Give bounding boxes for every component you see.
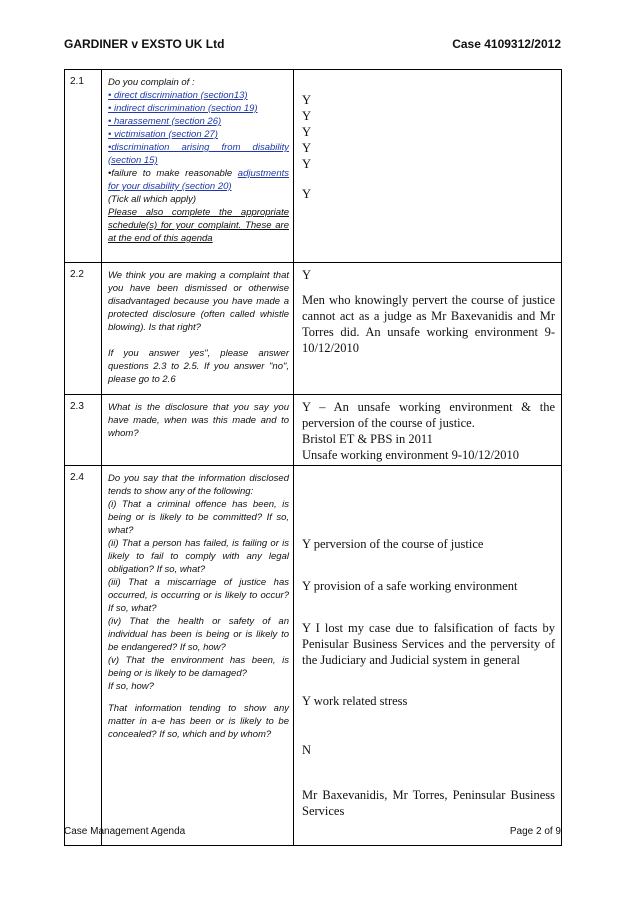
answer-cell — [294, 70, 562, 263]
answer-venue: Bristol ET & PBS in 2011 — [302, 432, 433, 446]
header-title: GARDINER v EXSTO UK Ltd — [64, 37, 225, 51]
tick-instruction: (Tick all which apply) — [108, 194, 197, 205]
answer-cell — [294, 395, 562, 466]
option-failure-adjustments — [108, 167, 289, 193]
question-intro: Do you say that the information disclosed tends to show any of the following: — [108, 473, 289, 497]
answer-i: Y perversion of the course of justice — [302, 537, 484, 551]
question-v: (v) That the environment has been, is being or is likely to be damaged? — [108, 655, 289, 679]
row-number: 2.3 — [65, 395, 102, 466]
footer-title: Case Management Agenda — [64, 826, 186, 837]
answer-final: Mr Baxevanidis, Mr Torres, Peninsular Business Services — [302, 788, 555, 818]
question-v-how: If so, how? — [108, 681, 154, 692]
answer-victimisation: Y — [302, 141, 312, 155]
question-ii: (ii) That a person has failed, is failing or is likely to fail to comply with any legal obligation? If so, what? — [108, 538, 289, 575]
row-number: 2.4 — [65, 466, 102, 846]
question-cell — [102, 395, 294, 466]
option-harassement: • harassement (section 26) — [108, 116, 222, 127]
option-failure-text: •failure to make reasonable — [108, 168, 233, 179]
option-discrimination-arising: •discrimination arising from disability (section 15) — [108, 142, 289, 166]
question-cell — [102, 263, 294, 395]
answer-disclosure: Y – An unsafe working environment & the perversion of the course of justice. — [302, 400, 555, 430]
option-victimisation: • victimisation (section 27) — [108, 129, 218, 140]
table-row — [65, 70, 562, 263]
answer-harassement: Y — [302, 125, 312, 139]
answer-iv: Y work related stress — [302, 694, 408, 708]
answer-text: Men who knowingly pervert the course of justice cannot act as a judge as Mr Baxevanidis and Mr Torres did. An unsafe working environment 9-10/12/2010 — [302, 293, 555, 355]
question-text: What is the disclosure that you say you have made, when was this made and to whom? — [108, 402, 289, 439]
answer-cell — [294, 466, 562, 846]
answer-adjustments: Y — [302, 187, 312, 201]
table-row — [65, 466, 562, 846]
question-iv: (iv) That the health or safety of an individual has been is being or is likely to be endangered? If so, how? — [108, 616, 289, 653]
answer-ii: Y provision of a safe working environment — [302, 579, 518, 593]
answer-iii: Y I lost my case due to falsification of facts by Penisular Business Services and the perversity of the Judiciary and Judicial system in general — [302, 621, 555, 667]
answer-discrimination-arising: Y — [302, 157, 312, 171]
schedule-note: Please also complete the appropriate schedule(s) for your complaint. These are at the end of this agenda — [108, 207, 289, 244]
option-failure-link: adjustments for your disability (section 20) — [108, 168, 290, 192]
table-row — [65, 395, 562, 466]
page-number: Page 2 of 9 — [509, 826, 561, 837]
option-indirect-discrimination: • indirect discrimination (section 19) — [108, 103, 258, 114]
answer-date: Unsafe working environment 9-10/12/2010 — [302, 448, 519, 462]
row-number: 2.2 — [65, 263, 102, 395]
question-i: (i) That a criminal offence has been, is being or is likely to be committed? If so, what? — [108, 499, 289, 536]
answer-v: N — [302, 743, 312, 757]
question-cell — [102, 466, 294, 846]
table-row — [65, 263, 562, 395]
question-final: That information tending to show any matter in a-e has been or is likely to be concealed? If so, which and by whom? — [108, 703, 289, 740]
agenda-table — [64, 69, 562, 846]
answer-yes: Y — [302, 268, 312, 282]
answer-indirect: Y — [302, 109, 312, 123]
option-direct-discrimination: • direct discrimination (section13) — [108, 90, 248, 101]
header-case-number: Case 4109312/2012 — [452, 37, 561, 51]
question-intro: Do you complain of : — [108, 77, 195, 88]
question-text: We think you are making a complaint that you have been dismissed or otherwise disadvantaged because you have made a protected disclosure (often called whistle blowing). Is that right? — [108, 270, 289, 333]
answer-direct: Y — [302, 93, 312, 107]
answer-cell — [294, 263, 562, 395]
question-cell — [102, 70, 294, 263]
question-instruction: If you answer yes", please answer questions 2.3 to 2.5. If you answer "no", please go to 2.6 — [108, 348, 289, 385]
row-number: 2.1 — [65, 70, 102, 263]
question-iii: (iii) That a miscarriage of justice has occurred, is occurring or is likely to occur? If so, what? — [108, 577, 289, 614]
